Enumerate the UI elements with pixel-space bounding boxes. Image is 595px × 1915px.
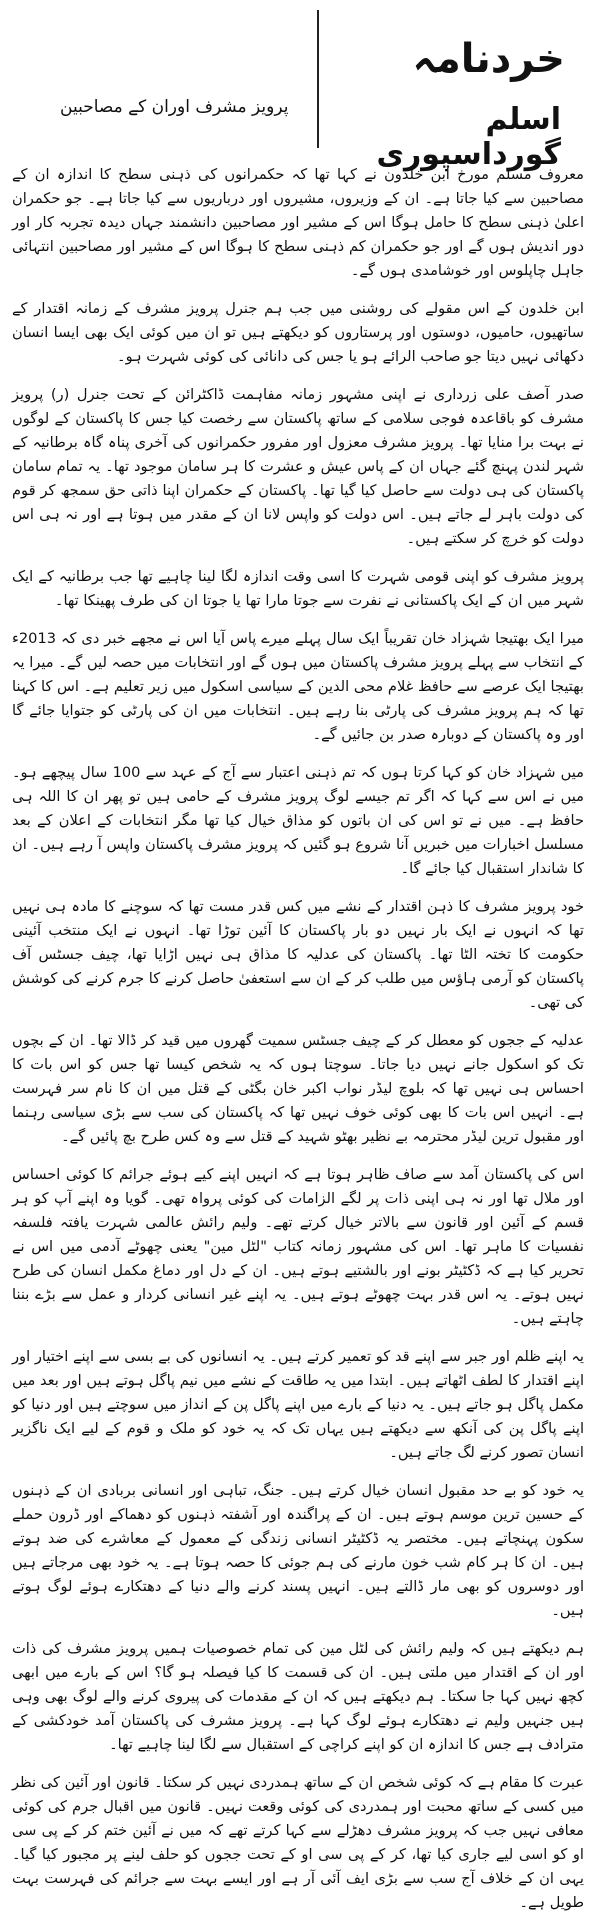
column-logo-box: [317, 10, 591, 172]
paragraph: میرا ایک بھتیجا شہزاد خان تقریباً ایک سال پہلے میرے پاس آیا اس نے مجھے خبر دی کہ 2013ء کے انتخاب سے پہلے پرویز مشرف پاکستان میں ہوں گے اور انتخابات میں حصہ لیں گے۔ میرا یہ بھتیجا ایک عرصے سے حافظ غلام محی الدین کے سیاسی اسکول میں زیر تعلیم ہے۔ اس کا کہنا تھا کہ ہم پرویز مشرف کی پارٹی بنا رہے ہیں۔ انتخابات میں ان کی پارٹی کو جتوایا جائے گا اور وہ پاکستان کے دوبارہ صدر بن جائیں گے۔: [12, 630, 584, 743]
paragraph: معروف مسلم مورخ ابن خلدون نے کہا تھا کہ حکمرانوں کی ذہنی سطح کا اندازہ ان کے مصاحبین سے کیا جاتا ہے۔ ان کے وزیروں، مشیروں اور درباریوں سے کیا جاتا ہے۔ جو حکمران اعلیٰ ذہنی سطح کا حامل ہوگا اس کے مشیر اور مصاحبین دانشمند جہاں دیدہ تجربہ کار اور دور اندیش ہوں گے اور جو حکمران کم ذہنی سطح کا ہوگا اس کے مشیر اور مصاحبین انتہائی جاہل چاپلوس اور خوشامدی ہوں گے۔: [12, 166, 584, 279]
paragraph: ابن خلدون کے اس مقولے کی روشنی میں جب ہم جنرل پرویز مشرف کے زمانہ اقتدار کے ساتھیوں، حامیوں، دوستوں اور پرستاروں کو دیکھتے ہیں تو ان میں کوئی ایک بھی ایسا انسان دکھائی نہیں دیتا جو صاحب الرائے ہو یا جس کی دانائی کی کوئی شہرت ہو۔: [12, 300, 584, 365]
column-logo: خردنامہ: [412, 36, 565, 82]
author-name: اسلم گورداسپوری: [376, 102, 561, 172]
paragraph: یہ اپنے ظلم اور جبر سے اپنے قد کو تعمیر کرتے ہیں۔ یہ انسانوں کی بے بسی سے اپنے اختیار اور اپنے اقتدار کا لطف اٹھاتے ہیں۔ ابتدا میں یہ طاقت کے نشے میں نیم پاگل ہوتے ہیں اور بعد میں مکمل پاگل ہو جاتے ہیں۔ یہ دنیا کے بارے میں اپنے پاگل پن کے انداز میں سوچتے ہیں اور دنیا کو اپنے پاگل پن کی آنکھ سے دیکھتے ہیں یہاں تک کہ یہ خود کو ملک و قوم کے لیے ایک ناگزیر انسان تصور کرنے لگ جاتے ہیں۔: [12, 1348, 584, 1461]
paragraph: عدلیہ کے ججوں کو معطل کر کے چیف جسٹس سمیت گھروں میں قید کر ڈالا تھا۔ ان کے بچوں تک کو اسکول جانے نہیں دیا جاتا۔ سوچتا ہوں کہ یہ شخص کیسا تھا جس کو اس بات کا احساس ہی نہیں تھا کہ بلوچ لیڈر نواب اکبر خان بگٹی کے قتل میں ان کا نام سر فہرست ہے۔ انہیں اس بات کا بھی کوئی خوف نہیں تھا کہ پاکستان کی سب سے بڑی سیاسی رہنما اور مقبول ترین لیڈر محترمہ بے نظیر بھٹو شہید کے قتل سے وہ کس طرح بچ پائیں گے۔: [12, 1032, 584, 1145]
paragraph: میں شہزاد خان کو کہا کرتا ہوں کہ تم ذہنی اعتبار سے آج کے عہد سے 100 سال پیچھے ہو۔ میں نے اس سے کہا کہ اگر تم جیسے لوگ پرویز مشرف کے حامی ہیں تو پھر ان کا اللہ ہی حافظ ہے۔ میں نے تو اس کی ان باتوں کو مذاق خیال کیا تھا مگر انتخابات کے اعلان کے بعد مسلسل اخبارات میں خبریں آنا شروع ہو گئیں کہ پرویز مشرف پاکستان واپس آ رہے ہیں۔ ان کا شاندار استقبال کیا جائے گا۔: [12, 764, 585, 877]
paragraph: خود پرویز مشرف کا ذہن اقتدار کے نشے میں کس قدر مست تھا کہ سوچنے کا مادہ ہی نہیں تھا کہ انہوں نے ایک بار نہیں دو بار پاکستان کا آئین توڑا تھا۔ انہوں نے ایک منتخب آئینی حکومت کا تختہ الٹا تھا۔ پاکستان کی عدلیہ کا مذاق ہی نہیں اڑایا تھا، چیف جسٹس آف پاکستان کو آرمی ہاؤس میں طلب کر کے ان سے استعفیٰ حاصل کرنے کا جرم کرنے کی کوشش کی تھی۔: [12, 898, 584, 1011]
column-masthead: [0, 0, 595, 172]
paragraph: عبرت کا مقام ہے کہ کوئی شخص ان کے ساتھ ہمدردی نہیں کر سکتا۔ قانون اور آئین کی نظر میں کسی کے ساتھ محبت اور ہمدردی کی کوئی وقعت نہیں۔ قانون میں اقبال جرم کی کوئی معافی نہیں جب کہ پرویز مشرف دھڑلے سے کہا کرتے تھے کہ میں نے آئین ختم کر کے پی سی او کو اسی لیے جاری کیا تھا، کر کے پی سی او کے تحت ججوں کو حلف لینے پر مجبور کیا گیا۔ یہی ان کے خلاف آج سب سے بڑی ایف آئی آر ہے اور ایسے بہت سے جرائم کی فہرست بہت طویل ہے۔: [12, 1774, 584, 1911]
article-title: پرویز مشرف اوران کے مصاحبین: [60, 97, 289, 117]
paragraph: ہم دیکھتے ہیں کہ ولیم رائش کی لٹل مین کی تمام خصوصیات ہمیں پرویز مشرف کی ذات اور ان کے اقتدار میں ملتی ہیں۔ ان کی قسمت کا کیا فیصلہ ہو گا؟ اس کے بارے میں ابھی کچھ نہیں کہا جا سکتا۔ ہم دیکھتے ہیں کہ ان کے مقدمات کی پیروی کرنے والے لوگ بھی وہی ہیں جنہیں ولیم نے دھتکارے ہوئے لوگ کہا ہے۔ پرویز مشرف کی پاکستان آمد خودکشی کے مترادف ہے جس کا اندازہ ان کو اپنے کراچی کے استقبال سے لگا لینا چاہیے تھا۔: [12, 1640, 584, 1753]
paragraph: اس کی پاکستان آمد سے صاف ظاہر ہوتا ہے کہ انہیں اپنے کیے ہوئے جرائم کا کوئی احساس اور ملال تھا اور نہ ہی اپنی ذات پر لگے الزامات کی کوئی پرواہ تھی۔ گویا وہ اپنے آپ کو ہر قسم کے آئین اور قانون سے بالاتر خیال کرتے تھے۔ ولیم رائش عالمی شہرت یافتہ فلسفہ نفسیات کا ماہر تھا۔ اس کی مشہور زمانہ کتاب "لٹل مین" یعنی چھوٹے آدمی میں اس نے تحریر کیا ہے کہ ڈکٹیٹر بونے اور بالشتیے ہوتے ہیں۔ ان کے دل اور دماغ مکمل انسان کی طرح نہیں ہوتے۔ یہ اس قدر بہت چھوٹے ہوتے ہیں۔ یہ اپنے غیر انسانی کردار و عمل سے بڑے بننا چاہتے ہیں۔: [12, 1166, 584, 1327]
paragraph: پرویز مشرف کو اپنی قومی شہرت کا اسی وقت اندازہ لگا لینا چاہیے تھا جب برطانیہ کے ایک شہر میں ان کے ایک پاکستانی نے نفرت سے جوتا مارا تھا یا جوتا ان کی طرف پھینکا تھا۔: [12, 568, 584, 609]
paragraph: صدر آصف علی زرداری نے اپنی مشہور زمانہ مفاہمت ڈاکٹرائن کے تحت جنرل (ر) پرویز مشرف کو باقاعدہ فوجی سلامی کے ساتھ پاکستان سے رخصت کیا جس کا پاکستان کے لوگوں نے بہت برا منایا تھا۔ پرویز مشرف معزول اور مفرور حکمرانوں کی آخری پناہ گاہ برطانیہ کے شہر لندن پہنچ گئے جہاں ان کے پاس عیش و عشرت کا ہر سامان موجود تھا۔ یہ تمام سامان پاکستان کی ہی دولت سے حاصل کیا گیا تھا۔ پاکستان کے حکمران اپنا ذاتی حق سمجھ کر قوم کی دولت باہر لے جاتے ہیں۔ اس دولت کو واپس لانا ان کے مقدر میں ہوتا ہے اور نہ ہی اس دولت کو خرچ کر سکتے ہیں۔: [12, 386, 584, 547]
paragraph: یہ خود کو بے حد مقبول انسان خیال کرتے ہیں۔ جنگ، تباہی اور انسانی بربادی ان کے ذہنوں کے حسین ترین موسم ہوتے ہیں۔ ان کے پراگندہ اور آشفتہ ذہنوں کو دھماکے اور ڈرون حملے سکون پہنچاتے ہیں۔ مختصر یہ ڈکٹیٹر انسانی زندگی کے معمول کے معاشرے کی ضد ہوتے ہیں۔ ان کا ہر کام شب خون مارنے کی ہم جوئی کا حصہ ہوتا ہے۔ یہ خود بھی مرجاتے ہیں اور دوسروں کو بھی مار ڈالتے ہیں۔ انہیں پسند کرنے والے دنیا کے دھتکارے ہوئے لوگ ہوتے ہیں۔: [12, 1482, 584, 1619]
article-body: [12, 163, 585, 1911]
